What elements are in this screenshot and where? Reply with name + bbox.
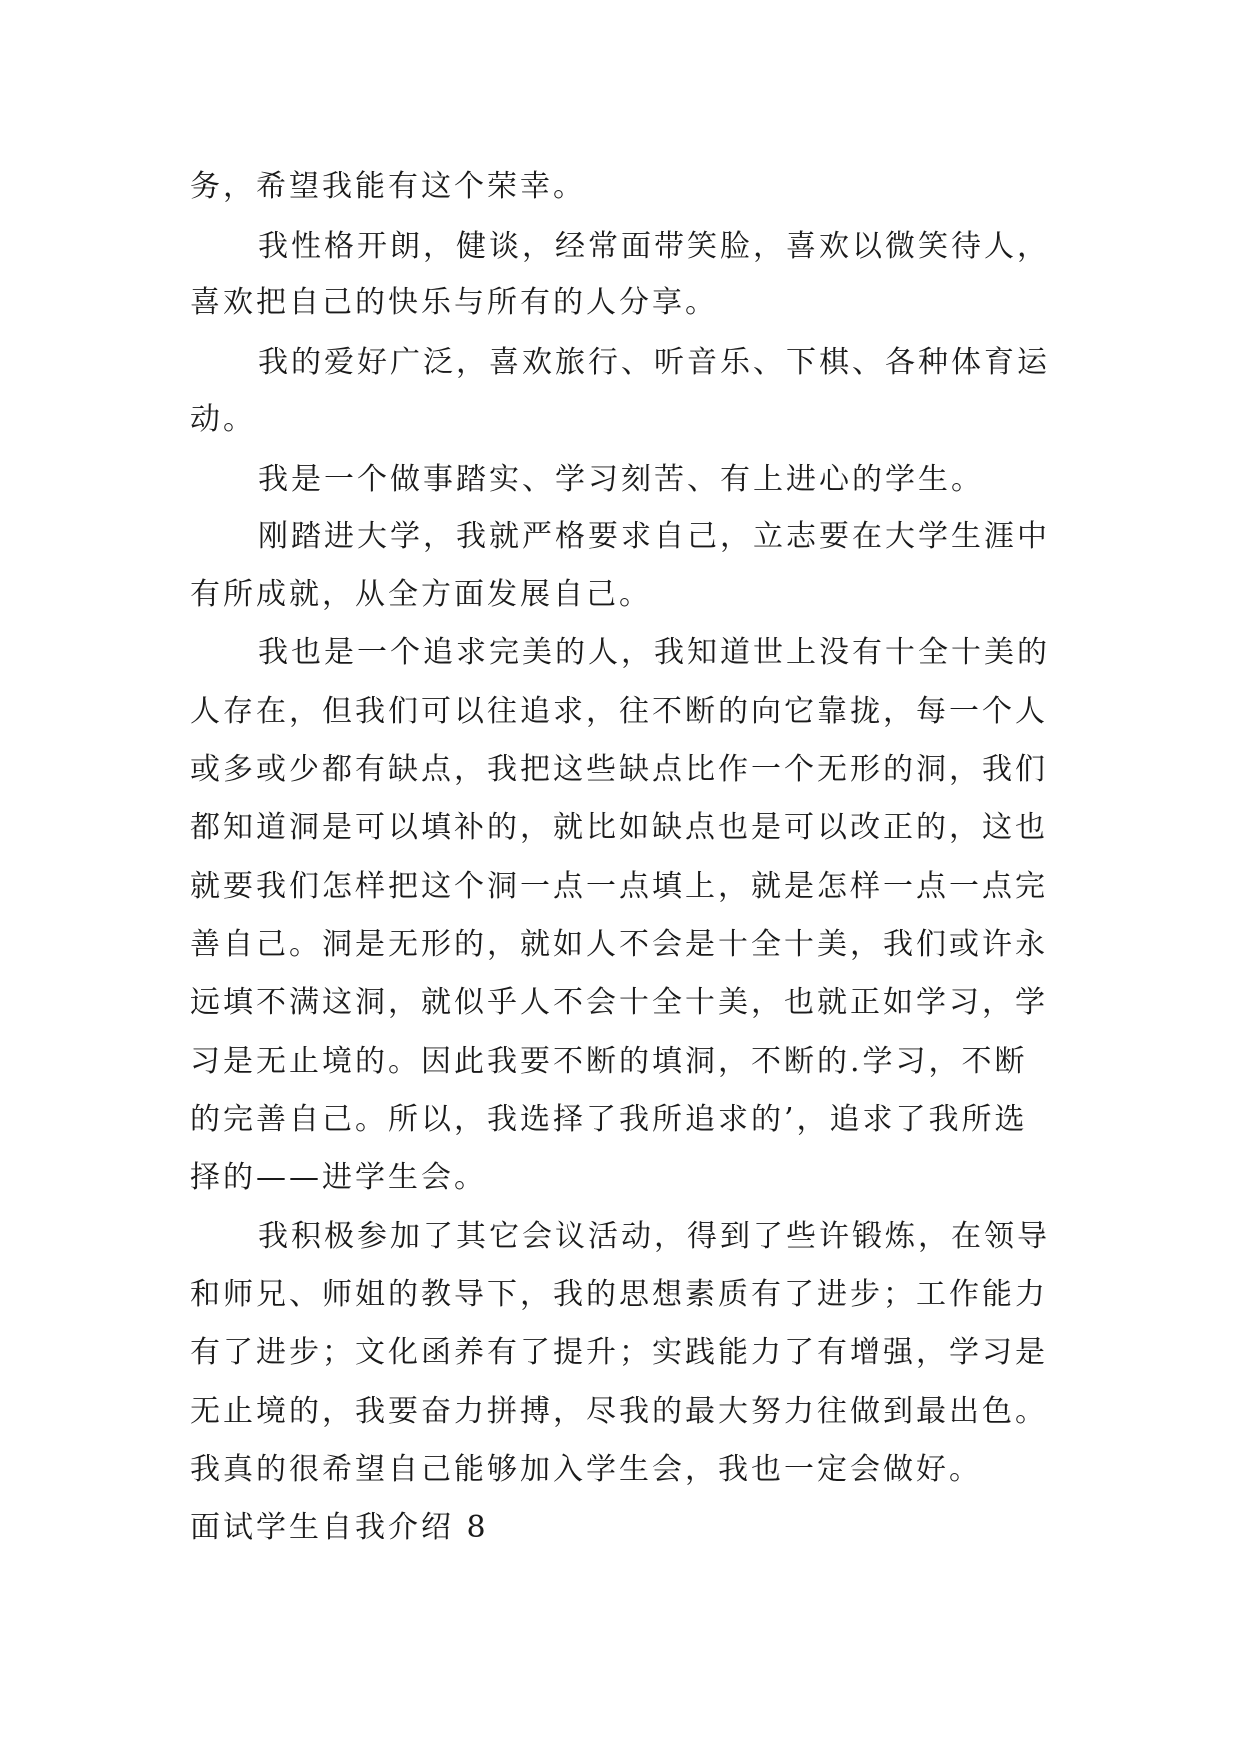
text-line: 我的爱好广泛，喜欢旅行、听音乐、下棋、各种体育运 bbox=[258, 345, 1050, 380]
text-line: 我是一个做事踏实、学习刻苦、有上进心的学生。 bbox=[258, 462, 984, 497]
text-line: 刚踏进大学，我就严格要求自己，立志要在大学生涯中 bbox=[258, 519, 1050, 554]
text-line: 都知道洞是可以填补的，就比如缺点也是可以改正的，这也 bbox=[190, 810, 1048, 845]
text-line: 有了进步；文化函养有了提升；实践能力了有增强，学习是 bbox=[190, 1335, 1048, 1370]
section-heading: 面试学生自我介绍 8 bbox=[190, 1510, 489, 1545]
text-line: 善自己。洞是无形的，就如人不会是十全十美，我们或许永 bbox=[190, 927, 1048, 962]
text-line: 和师兄、师姐的教导下，我的思想素质有了进步；工作能力 bbox=[190, 1277, 1048, 1312]
text-line: 择的——进学生会。 bbox=[190, 1160, 487, 1195]
text-line: 有所成就，从全方面发展自己。 bbox=[190, 577, 652, 612]
text-line: 我积极参加了其它会议活动，得到了些许锻炼，在领导 bbox=[258, 1219, 1050, 1254]
text-line: 我真的很希望自己能够加入学生会，我也一定会做好。 bbox=[190, 1452, 982, 1487]
text-line: 或多或少都有缺点，我把这些缺点比作一个无形的洞，我们 bbox=[190, 752, 1048, 787]
text-line: 习是无止境的。因此我要不断的填洞，不断的.学习，不断 bbox=[190, 1044, 1028, 1079]
text-line: 无止境的，我要奋力拼搏，尽我的最大努力往做到最出色。 bbox=[190, 1394, 1048, 1429]
text-line: 远填不满这洞，就似乎人不会十全十美，也就正如学习，学 bbox=[190, 985, 1048, 1020]
text-line: 我性格开朗，健谈，经常面带笑脸，喜欢以微笑待人， bbox=[258, 229, 1050, 264]
text-line: 务，希望我能有这个荣幸。 bbox=[190, 169, 586, 204]
text-line: 就要我们怎样把这个洞一点一点填上，就是怎样一点一点完 bbox=[190, 869, 1048, 904]
text-line: 动。 bbox=[190, 402, 256, 437]
text-line: 我也是一个追求完美的人，我知道世上没有十全十美的 bbox=[258, 635, 1050, 670]
text-line: 的完善自己。所以，我选择了我所追求的’，追求了我所选 bbox=[190, 1102, 1028, 1137]
text-line: 人存在，但我们可以往追求，往不断的向它靠拢，每一个人 bbox=[190, 694, 1048, 729]
text-line: 喜欢把自己的快乐与所有的人分享。 bbox=[190, 285, 718, 320]
